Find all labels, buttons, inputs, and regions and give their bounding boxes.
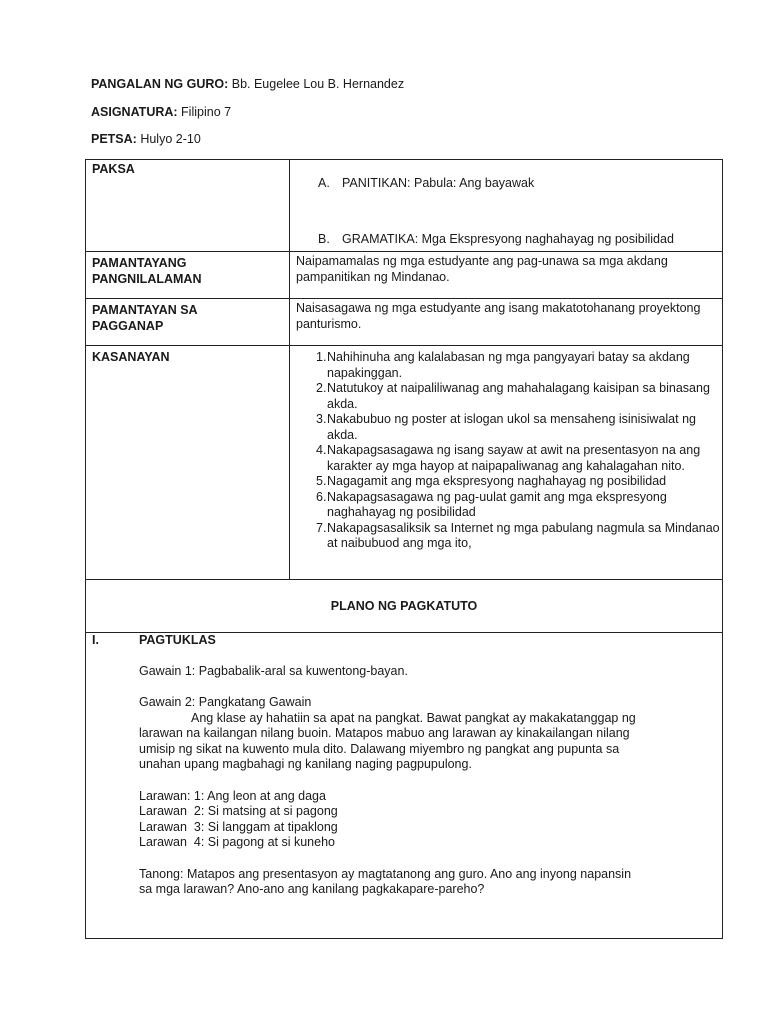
item-text: Nakabubuo ng poster at islogan ukol sa mensaheng isinisiwalat ng akda. — [327, 412, 696, 442]
item-marker: 4. — [316, 443, 327, 457]
paksa-row — [86, 160, 723, 252]
subject-value: Filipino 7 — [177, 105, 232, 119]
list-item: Larawan: 1: Ang leon at ang daga — [139, 788, 326, 803]
pamantayang-pangnilalaman-label: PAMANTAYANG PANGNILALAMAN — [92, 256, 202, 286]
list-item — [290, 412, 722, 443]
list-item — [290, 232, 722, 248]
section-title: PAGTUKLAS — [139, 633, 216, 647]
teacher-label: PANGALAN NG GURO: — [91, 77, 229, 91]
list-item: Larawan 4: Si pagong at si kuneho — [139, 835, 335, 849]
list-item — [290, 443, 722, 474]
item-text: Nakapagsasaliksik sa Internet ng mga pabulang nagmula sa Mindanao at naibubuod ang mga ito, — [327, 520, 720, 550]
date-label: PETSA: — [91, 132, 137, 146]
gawain-2-text: Ang klase ay hahatiin sa apat na pangkat. Bawat pangkat ay makakatanggap ng larawan na kailangan nilang buoin. Matapos mabuo ang larawan ay kinakailangan nilang umisip ng sikat na kuwento mula dito. Dalawang miyembro ng pangkat ang pupunta sa unahan upang magbahagi ng kanilang naging pagpupulong. — [139, 710, 636, 771]
list-item: Larawan 2: Si matsing at si pagong — [139, 804, 338, 818]
kasanayan-list — [290, 346, 722, 552]
list-item — [290, 490, 722, 521]
list-item — [290, 176, 722, 192]
larawan-list — [139, 789, 642, 851]
item-text: Nakapagsasagawa ng isang sayaw at awit na presentasyon na ang karakter ay mga hayop at naipapaliwanag ang kahalagahan nito. — [327, 443, 701, 473]
item-marker: 3. — [316, 412, 327, 426]
lesson-plan-table — [85, 159, 723, 939]
tanong: Tanong: Matapos ang presentasyon ay magtatanong ang guro. Ano ang inyong napansin sa mga larawan? Ano-ano ang kanilang pagkakapare-pareho? — [139, 866, 632, 896]
pagtuklas-heading — [86, 633, 722, 649]
item-text: Nakapagsasagawa ng pag-uulat gamit ang mga ekspresyong naghahayag ng posibilidad — [327, 489, 667, 519]
item-text: Natutukoy at naipaliliwanag ang mahahalagang kaisipan sa binasang akda. — [327, 381, 710, 411]
list-item — [290, 381, 722, 412]
paksa-list — [290, 160, 722, 247]
list-item — [290, 521, 722, 552]
list-item: Larawan 3: Si langgam at tipaklong — [139, 819, 338, 834]
item-marker: 1. — [316, 350, 327, 364]
gawain-1: Gawain 1: Pagbabalik-aral sa kuwentong-bayan. — [139, 663, 408, 678]
item-text: PANITIKAN: Pabula: Ang bayawak — [342, 176, 535, 190]
kasanayan-label: KASANAYAN — [92, 350, 170, 364]
item-marker: B. — [318, 231, 330, 246]
plano-title: PLANO NG PAGKATUTO — [330, 599, 478, 614]
date-line — [91, 132, 201, 148]
list-item — [290, 474, 722, 490]
pamantayang-pangnilalaman-text: Naipamamalas ng mga estudyante ang pag-unawa sa mga akdang pampanitikan ng Mindanao. — [296, 254, 668, 284]
teacher-value: Bb. Eugelee Lou B. Hernandez — [228, 77, 405, 91]
item-marker: 2. — [316, 381, 327, 395]
pamantayan-sa-pagganap-text: Naisasagawa ng mga estudyante ang isang makatotohanang proyektong panturismo. — [296, 301, 701, 331]
subject-label: ASIGNATURA: — [91, 105, 178, 119]
pagtuklas-body — [86, 664, 722, 898]
section-number: I. — [92, 633, 99, 647]
item-text: Nahihinuha ang kalalabasan ng mga pangyayari batay sa akdang napakinggan. — [327, 350, 690, 380]
pagtuklas-row — [86, 633, 723, 939]
pamantayan-sa-pagganap-label: PAMANTAYAN SA PAGGANAP — [92, 303, 198, 333]
gawain-2-title: Gawain 2: Pangkatang Gawain — [139, 695, 312, 709]
item-marker: 6. — [316, 489, 327, 504]
list-item — [290, 350, 722, 381]
paksa-label: PAKSA — [92, 162, 135, 176]
item-marker: 5. — [316, 474, 327, 488]
pamantayan-sa-pagganap-row — [86, 299, 723, 346]
plano-title-row — [86, 580, 723, 633]
kasanayan-row — [86, 346, 723, 580]
teacher-line — [91, 77, 404, 93]
item-text: GRAMATIKA: Mga Ekspresyong naghahayag ng posibilidad — [342, 231, 674, 246]
item-text: Nagagamit ang mga ekspresyong naghahayag ng posibilidad — [327, 474, 667, 488]
item-marker: A. — [318, 176, 330, 190]
subject-line — [91, 105, 231, 121]
pamantayang-pangnilalaman-row — [86, 252, 723, 299]
date-value: Hulyo 2-10 — [136, 132, 201, 146]
item-marker: 7. — [316, 520, 327, 535]
